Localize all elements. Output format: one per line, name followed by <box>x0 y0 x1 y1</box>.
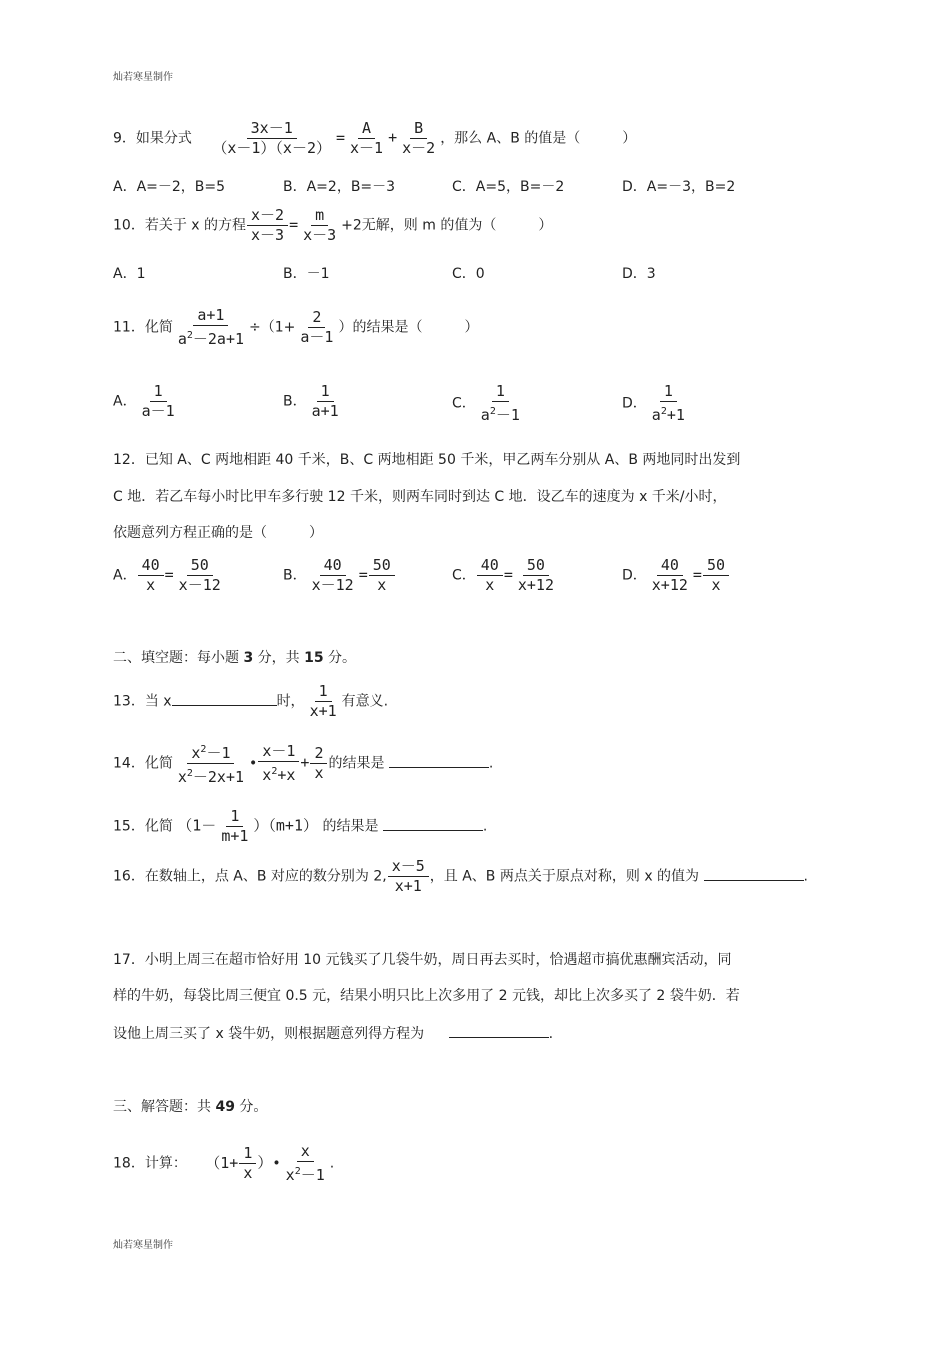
page-footer: 灿若寒星制作 <box>113 1240 173 1251</box>
q10-prefix: 10．若关于 x 的方程 <box>113 217 246 234</box>
q17-line-3: 设他上周三买了 x 袋牛奶，则根据题意列得方程为 . <box>113 1023 553 1043</box>
q11-fraction-1: $\frac{a+1}{a^2-2a+1}$ <box>177 306 245 348</box>
q12-line-2: C 地．若乙车每小时比甲车多行驶 12 千米，则两车同时到达 C 地．设乙车的速度为 x 千米/小时， <box>113 489 727 505</box>
q11-option-b: B． $\frac{1}{a+1}$ <box>283 383 344 420</box>
q9-fraction-1: $\frac{3x-1}{(x-1)(x-2)}$ <box>212 119 331 157</box>
q16-answer-blank[interactable] <box>704 866 804 881</box>
q11-option-a: A． $\frac{1}{a-1}$ <box>113 383 180 420</box>
q16-fraction: $\frac{x-5}{x+1}$ <box>388 858 429 895</box>
question-16: 16．在数轴上，点 A、B 对应的数分别为 2, $\frac{x-5}{x+1}$ ，且 A、B 两点关于原点对称，则 x 的值为 . <box>113 857 808 895</box>
q12-option-b: B． $\frac{40}{x-12}$ = $\frac{50}{x}$ <box>283 557 396 594</box>
q12-a-fraction-2: $\frac{50}{x-12}$ <box>178 556 221 594</box>
q12-d-fraction-1: $\frac{40}{x+12}$ <box>651 556 688 594</box>
q12-c-fraction-2: $\frac{50}{x+12}$ <box>517 556 554 594</box>
q14-fraction-2: $\frac{x-1}{x^2+x}$ <box>258 743 299 784</box>
q10-option-d: D．3 <box>622 266 656 282</box>
q14-fraction-3: $\frac{2}{x}$ <box>310 745 327 782</box>
q11-prefix: 11．化简 <box>113 319 173 336</box>
q11-option-c: C． $\frac{1}{a^2-1}$ <box>452 383 525 424</box>
q12-a-fraction-1: $\frac{40}{x}$ <box>138 557 164 594</box>
section-3-heading: 三、解答题：共 49 分。 <box>113 1099 268 1115</box>
q10-fraction-2: $\frac{m}{x-3}$ <box>303 206 337 244</box>
q14-answer-blank[interactable] <box>389 753 489 768</box>
q11-option-d-fraction: $\frac{1}{a^2+1}$ <box>651 382 685 424</box>
q9-fraction-2: $\frac{A}{x-1}$ <box>350 119 384 157</box>
q11-mid: ÷（1+ <box>249 319 296 336</box>
section-2-heading: 二、填空题：每小题 3 分，共 15 分。 <box>113 650 357 666</box>
q11-suffix: ）的结果是（ ） <box>338 319 479 336</box>
q9-fraction-3: $\frac{B}{x-2}$ <box>402 119 436 157</box>
q11-option-c-fraction: $\frac{1}{a^2-1}$ <box>480 382 520 424</box>
q12-b-fraction-1: $\frac{40}{x-12}$ <box>311 556 354 594</box>
q12-line-3: 依题意列方程正确的是（ ） <box>113 525 323 541</box>
q9-option-a: A．A=－2，B=5 <box>113 179 226 195</box>
q12-option-c: C． $\frac{40}{x}$ = $\frac{50}{x+12}$ <box>452 557 559 594</box>
q14-fraction-1: $\frac{x^2-1}{x^2-2x+1}$ <box>174 741 248 786</box>
q9-option-b: B．A=2，B=－3 <box>283 179 396 195</box>
q9-option-c: C．A=5，B=－2 <box>452 179 565 195</box>
page-header: 灿若寒星制作 <box>113 72 173 83</box>
question-18: 18．计算： （1+ $\frac{1}{x}$ ）• $\frac{x}{x^2-1}$ . <box>113 1142 335 1184</box>
q12-c-fraction-1: $\frac{40}{x}$ <box>477 557 503 594</box>
question-14: 14．化简 $\frac{x^2-1}{x^2-2x+1}$ • $\frac{x-1}{x^2+x}$ + $\frac{2}{x}$ 的结果是 . <box>113 742 494 786</box>
q12-d-fraction-2: $\frac{50}{x}$ <box>703 557 729 594</box>
q12-option-a: A． $\frac{40}{x}$ = $\frac{50}{x-12}$ <box>113 557 226 594</box>
q10-option-a: A．1 <box>113 266 146 282</box>
q17-answer-blank[interactable] <box>449 1023 549 1038</box>
q15-fraction: $\frac{1}{m+1}$ <box>221 807 249 845</box>
q10-option-b: B．－1 <box>283 266 330 282</box>
q12-line-1: 12．已知 A、C 两地相距 40 千米，B、C 两地相距 50 千米，甲乙两车分别从 A、B 两地同时出发到 <box>113 452 741 468</box>
q17-line-1: 17．小明上周三在超市恰好用 10 元钱买了几袋牛奶，周日再去买时，恰遇超市搞优惠酬宾活动，同 <box>113 952 732 968</box>
q11-option-a-fraction: $\frac{1}{a-1}$ <box>141 382 175 420</box>
q18-fraction-2: $\frac{x}{x^2-1}$ <box>285 1142 325 1184</box>
q10-fraction-1: $\frac{x-2}{x-3}$ <box>247 207 288 244</box>
q10-suffix: +2无解，则 m 的值为（ ） <box>341 217 553 234</box>
q11-fraction-2: $\frac{2}{a-1}$ <box>300 308 334 346</box>
q9-prefix: 9．如果分式 <box>113 130 192 147</box>
question-9: 9．如果分式 $\frac{3x-1}{(x-1)(x-2)}$ = $\frac{A}{x-1}$ + $\frac{B}{x-2}$ ，那么 A、B 的值是（ ） <box>113 119 637 157</box>
q12-option-d: D． $\frac{40}{x+12}$ = $\frac{50}{x}$ <box>622 557 730 594</box>
q9-suffix: ，那么 A、B 的值是（ ） <box>440 130 637 147</box>
q18-fraction-1: $\frac{1}{x}$ <box>239 1145 256 1182</box>
q9-option-d: D．A=－3，B=2 <box>622 179 736 195</box>
q15-answer-blank[interactable] <box>383 816 483 831</box>
q13-fraction: $\frac{1}{x+1}$ <box>309 682 337 720</box>
q11-option-b-fraction: $\frac{1}{a+1}$ <box>311 382 339 420</box>
q17-line-2: 样的牛奶，每袋比周三便宜 0.5 元，结果小明只比上次多用了 2 元钱，却比上次多买了 2 袋牛奶．若 <box>113 988 740 1004</box>
question-15: 15．化简 （1－ $\frac{1}{m+1}$ ）（m+1） 的结果是 . <box>113 807 488 845</box>
q10-option-c: C．0 <box>452 266 485 282</box>
q11-option-d: D． $\frac{1}{a^2+1}$ <box>622 383 690 424</box>
question-13: 13．当 x 时， $\frac{1}{x+1}$ 有意义. <box>113 682 389 720</box>
q13-answer-blank[interactable] <box>172 691 277 706</box>
question-11 <box>113 307 478 348</box>
q12-b-fraction-2: $\frac{50}{x}$ <box>369 557 395 594</box>
question-10: 10．若关于 x 的方程 $\frac{x-2}{x-3}$ = $\frac{m}{x-3}$ +2无解，则 m 的值为（ ） <box>113 206 553 244</box>
